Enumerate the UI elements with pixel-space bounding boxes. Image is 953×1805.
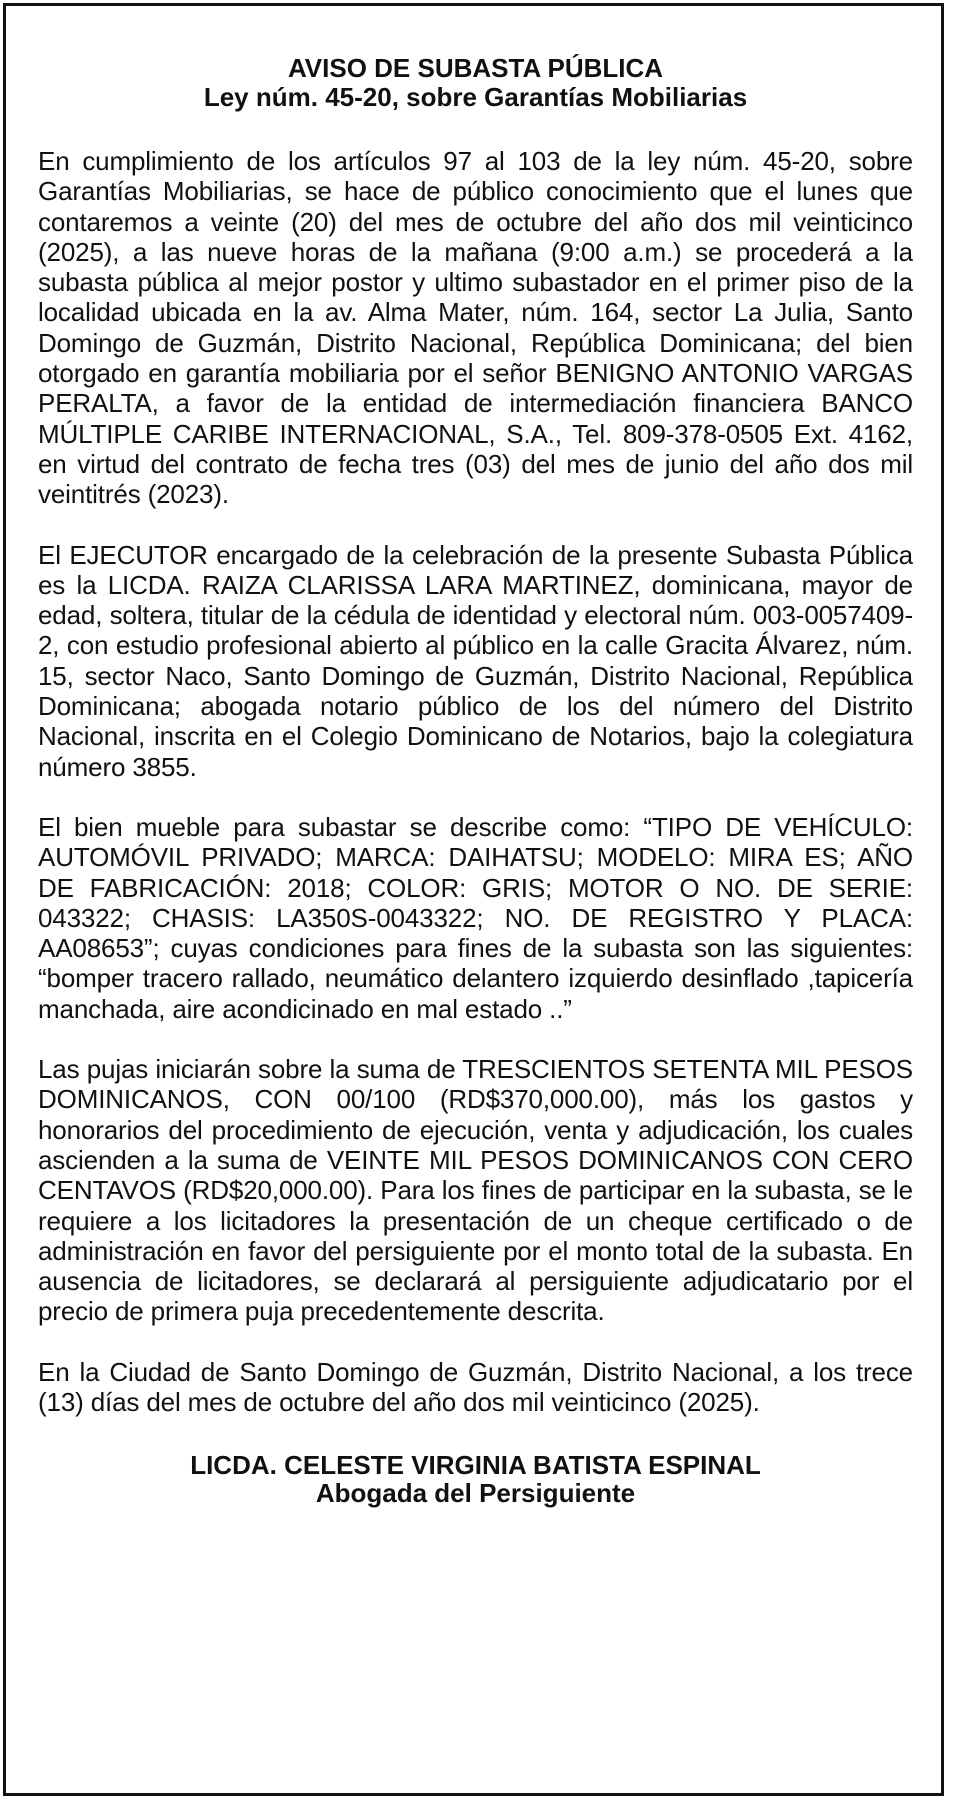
notice-content	[38, 54, 913, 1507]
notice-subtitle: Ley núm. 45-20, sobre Garantías Mobiliarias	[203, 82, 748, 112]
notice-title: AVISO DE SUBASTA PÚBLICA	[287, 53, 664, 83]
notice-header	[38, 54, 913, 112]
paragraph-vehicle-description: El bien mueble para subastar se describe como: “TIPO DE VEHÍCULO: AUTOMÓVIL PRIVADO; MARCA: DAIHATSU; MODELO: MIRA ES; AÑO DE FABRICACIÓN: 2018; COLOR: GRIS; MOTOR O NO. DE SERIE: 043322; CHASIS: LA350S-0043322; NO. DE REGISTRO Y PLACA: AA08653”; cuyas condiciones para fines de la subasta son las siguientes: “bomper tracero rallado, neumático delantero izquierdo desinflado ,tapicería manchada, aire acondicinado en mal estado ..”	[38, 811, 913, 1024]
paragraph-bidding-terms: Las pujas iniciarán sobre la suma de TRESCIENTOS SETENTA MIL PESOS DOMINICANOS, CON 00/100 (RD$370,000.00), más los gastos y honorarios del procedimiento de ejecución, venta y adjudicación, los cuales ascienden a la suma de VEINTE MIL PESOS DOMINICANOS CON CERO CENTAVOS (RD$20,000.00). Para los fines de participar en la subasta, se le requiere a los licitadores la presentación de un cheque certificado o de administración en favor del persiguiente por el monto total de la subasta. En ausencia de licitadores, se declarará al persiguiente adjudicatario por el precio de primera puja precedentemente descrita.	[38, 1054, 913, 1327]
signature-name: LICDA. CELESTE VIRGINIA BATISTA ESPINAL	[190, 1450, 761, 1481]
paragraph-auction-announcement: En cumplimiento de los artículos 97 al 103 de la ley núm. 45-20, sobre Garantías Mobiliarias, se hace de público conocimiento que el lunes que contaremos a veinte (20) del mes de octubre del año dos mil veinticinco (2025), a las nueve horas de la mañana (9:00 a.m.) se procederá a la subasta pública al mejor postor y ultimo subastador en el primer piso de la localidad ubicada en la av. Alma Mater, núm. 164, sector La Julia, Santo Domingo de Guzmán, Distrito Nacional, República Dominicana; del bien otorgado en garantía mobiliaria por el señor BENIGNO ANTONIO VARGAS PERALTA, a favor de la entidad de intermediación financiera BANCO MÚLTIPLE CARIBE INTERNACIONAL, S.A., Tel. 809-378-0505 Ext. 4162, en virtud del contrato de fecha tres (03) del mes de junio del año dos mil veintitrés (2023).	[38, 146, 913, 510]
paragraph-place-date: En la Ciudad de Santo Domingo de Guzmán, Distrito Nacional, a los trece (13) días del mes de octubre del año dos mil veinticinco (2025).	[38, 1356, 913, 1417]
paragraph-executor: El EJECUTOR encargado de la celebración de la presente Subasta Pública es la LICDA. RAIZA CLARISSA LARA MARTINEZ, dominicana, mayor de edad, soltera, titular de la cédula de identidad y electoral núm. 003-0057409-2, con estudio profesional abierto al público en la calle Gracita Álvarez, núm. 15, sector Naco, Santo Domingo de Guzmán, Distrito Nacional, República Dominicana; abogada notario público de los del número del Distrito Nacional, inscrita en el Colegio Dominicano de Notarios, bajo la colegiatura número 3855.	[38, 539, 913, 782]
signature-role: Abogada del Persiguiente	[315, 1478, 636, 1509]
public-auction-notice	[3, 3, 944, 1796]
signature-block	[38, 1451, 913, 1507]
